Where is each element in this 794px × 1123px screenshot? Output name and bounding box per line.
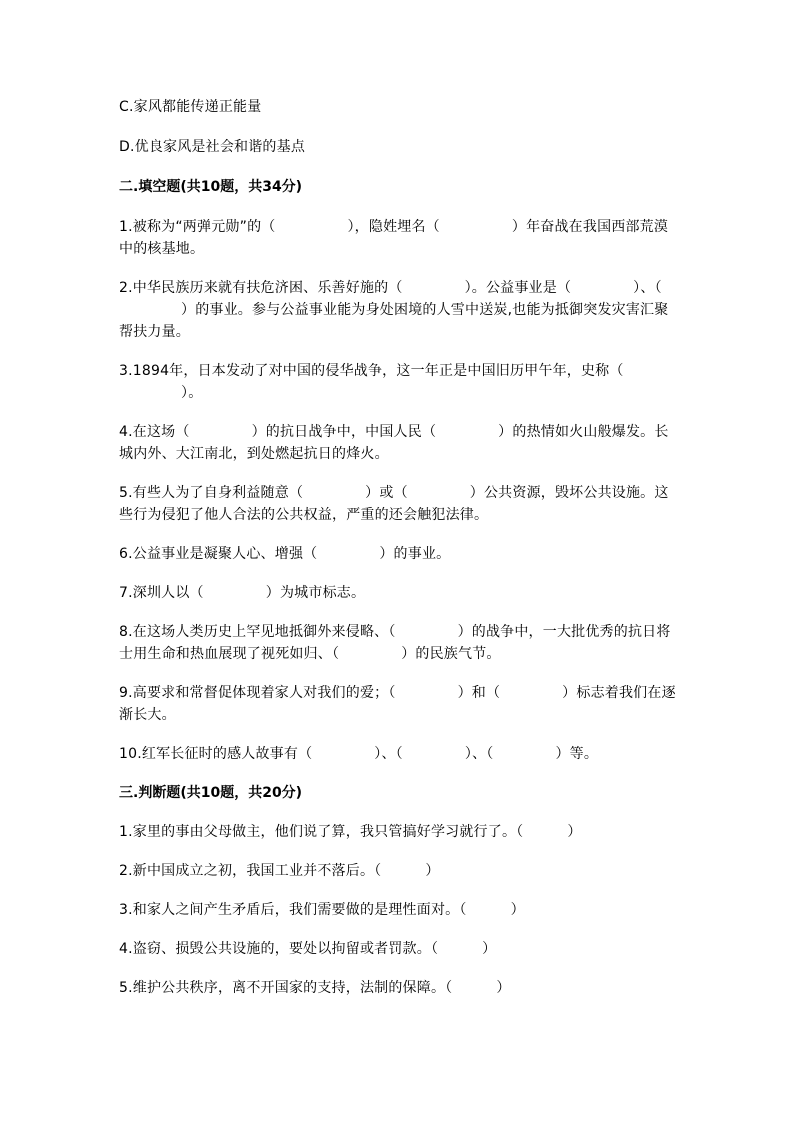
fill-question-9: 9.高要求和常督促体现着家人对我们的爱；（ ）和（ ）标志着我们在逐渐长大。: [119, 685, 676, 723]
fill-question-6: 6.公益事业是凝聚人心、增强（ ）的事业。: [119, 546, 451, 562]
fill-question-7: 7.深圳人以（ ）为城市标志。: [119, 585, 366, 601]
fill-question-10: 10.红军长征时的感人故事有（ ）、（ ）、（ ）等。: [119, 746, 599, 762]
option-c: C.家风都能传递正能量: [119, 99, 262, 115]
judge-question-2: 2.新中国成立之初，我国工业并不落后。（ ）: [119, 863, 440, 879]
fill-question-3: 3.1894年，日本发动了对中国的侵华战争，这一年正是中国旧历甲午年，史称（）。: [119, 363, 624, 401]
judge-question-3: 3.和家人之间产生矛盾后，我们需要做的是理性面对。（ ）: [119, 902, 525, 918]
judge-question-1: 1.家里的事由父母做主，他们说了算，我只管搞好学习就行了。（ ）: [119, 824, 582, 840]
document-page: [119, 96, 679, 999]
fill-question-4: 4.在这场（ ）的抗日战争中，中国人民（ ）的热情如火山般爆发。长城内外、大江南北，到处燃起抗日的烽火。: [119, 424, 669, 462]
judge-question-4: 4.盗窃、损毁公共设施的，要处以拘留或者罚款。（ ）: [119, 941, 497, 957]
section-fill-blank-title: 二.填空题(共10题，共34分): [119, 179, 303, 195]
option-d: D.优良家风是社会和谐的基点: [119, 139, 306, 155]
fill-question-8: 8.在这场人类历史上罕见地抵御外来侵略、（ ）的战争中，一大批优秀的抗日将士用生命和热血展现了视死如归、（ ）的民族气节。: [119, 624, 671, 662]
fill-question-5: 5.有些人为了自身利益随意（ ）或（ ）公共资源，毁坏公共设施。这些行为侵犯了他人合法的公共权益，严重的还会触犯法律。: [119, 485, 669, 523]
fill-question-2: 2.中华民族历来就有扶危济困、乐善好施的（ ）。公益事业是（ ）、（）的事业。参与公益事业能为身处困境的人雪中送炭,也能为抵御突发灾害汇聚帮扶力量。: [119, 280, 669, 340]
fill-question-1: 1.被称为“两弹元勋”的（ ），隐姓埋名（ ）年奋战在我国西部荒漠中的核基地。: [119, 219, 669, 257]
section-judgement-title: 三.判断题(共10题，共20分): [119, 785, 303, 801]
judge-question-5: 5.维护公共秩序，离不开国家的支持，法制的保障。（ ）: [119, 980, 511, 996]
